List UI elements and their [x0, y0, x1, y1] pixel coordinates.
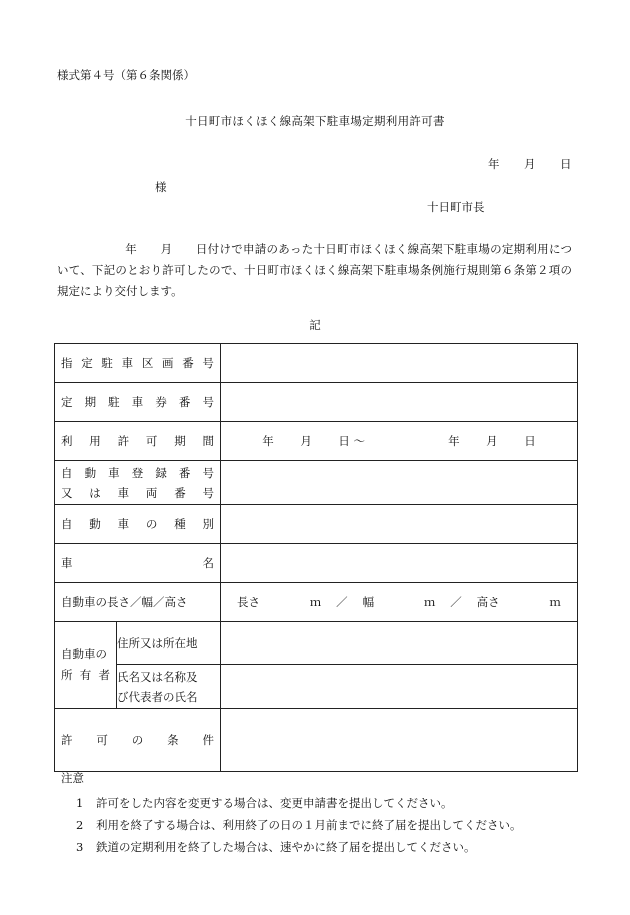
- note-number: 1: [76, 796, 84, 810]
- note-text: 許可をした内容を変更する場合は、変更申請書を提出してください。: [96, 796, 453, 810]
- table-row: [55, 622, 578, 665]
- label-char: 車: [61, 556, 73, 570]
- label-vehicle-type: [55, 505, 221, 544]
- label-permit-conditions: [55, 709, 221, 772]
- label-char: 有: [79, 668, 92, 682]
- owner-label-line1: 自動車の: [61, 647, 107, 661]
- label-char: 号: [202, 465, 214, 480]
- date-day-label: 日: [560, 157, 572, 171]
- value-owner-name[interactable]: [221, 665, 578, 709]
- dim-unit: ｍ: [549, 595, 561, 609]
- label-char: 番: [174, 485, 186, 500]
- period-month: 月: [486, 434, 498, 448]
- label-char: 動: [84, 465, 97, 480]
- label-permit-period: [55, 422, 221, 461]
- label-registration-number: [55, 461, 221, 505]
- label-char: 車: [131, 395, 144, 409]
- label-char: 指: [61, 356, 73, 370]
- label-char: 別: [202, 517, 214, 531]
- note-item: [76, 817, 522, 833]
- table-row: [55, 709, 578, 772]
- value-pass-number[interactable]: [221, 383, 578, 422]
- value-permit-period[interactable]: [221, 422, 578, 461]
- label-char: 車: [121, 356, 134, 370]
- label-char: 車: [117, 517, 130, 531]
- label-char: 用: [89, 434, 101, 448]
- label-char: 件: [202, 733, 214, 747]
- label-owner-address: 住所又は所在地: [117, 622, 221, 665]
- label-char: 駐: [108, 395, 120, 409]
- label-char: 動: [89, 517, 101, 531]
- label-char: 番: [182, 356, 194, 370]
- label-char: 号: [202, 485, 214, 500]
- label-char: 番: [178, 465, 191, 480]
- label-char: 利: [61, 434, 73, 448]
- note-number: 2: [76, 818, 84, 832]
- label-char: 車: [108, 465, 120, 480]
- body-paragraph: 年 月 日付けで申請のあった十日町市ほくほく線高架下駐車場の定期利用について、下記のとおり許可したので、十日町市ほくほく線高架下駐車場条例施行規則第６条第２項の規定により交付します。: [57, 242, 572, 298]
- value-permit-conditions[interactable]: [221, 709, 578, 772]
- label-char: 所: [61, 668, 73, 682]
- period-month: 月: [300, 434, 312, 448]
- label-char: 号: [202, 356, 214, 370]
- dim-separator: ／: [450, 595, 462, 609]
- note-item: [76, 839, 476, 855]
- label-char: 区: [141, 356, 154, 370]
- label-char: は: [89, 485, 101, 500]
- dim-separator: ／: [336, 595, 348, 609]
- notes-heading: 注意: [61, 771, 84, 785]
- label-char: の: [145, 517, 158, 531]
- note-text: 鉄道の定期利用を終了した場合は、速やかに終了届を提出してください。: [96, 840, 476, 854]
- ki-heading: 記: [309, 318, 321, 332]
- value-vehicle-type[interactable]: [221, 505, 578, 544]
- issuer-name: 十日町市長: [427, 200, 485, 214]
- period-year: 年: [448, 434, 460, 448]
- dim-unit: ｍ: [423, 595, 436, 609]
- label-vehicle-owner: [55, 622, 117, 709]
- label-vehicle-dimensions: 自動車の長さ／幅／高さ: [55, 583, 221, 622]
- label-char: 可: [145, 434, 158, 448]
- owner-name-line1: 氏名又は名称及: [117, 669, 198, 684]
- value-vehicle-name[interactable]: [221, 544, 578, 583]
- label-char: 可: [96, 733, 108, 747]
- document-title: 十日町市ほくほく線高架下駐車場定期利用許可書: [185, 114, 445, 128]
- table-row: [55, 344, 578, 383]
- label-char: 画: [162, 356, 174, 370]
- label-char: 券: [155, 395, 167, 409]
- label-char: 種: [174, 517, 186, 531]
- table-row: [55, 383, 578, 422]
- label-parking-space-number: [55, 344, 221, 383]
- label-char: 期: [84, 395, 97, 409]
- table-row: [55, 422, 578, 461]
- value-parking-space-number[interactable]: [221, 344, 578, 383]
- table-row: [55, 544, 578, 583]
- dim-unit: ｍ: [309, 595, 322, 609]
- permit-table: [54, 343, 578, 772]
- label-char: 又: [61, 485, 73, 500]
- label-char: 定: [61, 395, 73, 409]
- dim-width-label: 幅: [362, 595, 375, 609]
- dim-length-label: 長さ: [237, 595, 260, 609]
- value-vehicle-dimensions[interactable]: [221, 583, 578, 622]
- label-char: 者: [98, 668, 110, 682]
- period-day: 日: [524, 434, 536, 448]
- label-owner-name: [117, 665, 221, 709]
- issue-date: [488, 156, 572, 172]
- period-day-tilde: 日 ～: [338, 434, 366, 448]
- label-char: 定: [81, 356, 93, 370]
- owner-name-line2: び代表者の氏名: [117, 689, 198, 704]
- dim-height-label: 高さ: [476, 595, 500, 609]
- label-char: 期: [174, 434, 186, 448]
- label-char: の: [131, 733, 144, 747]
- label-char: 番: [178, 395, 191, 409]
- table-row: [55, 505, 578, 544]
- table-row: [55, 583, 578, 622]
- label-char: 両: [145, 485, 158, 500]
- label-char: 条: [167, 733, 179, 747]
- label-char: 車: [117, 485, 130, 500]
- value-registration-number[interactable]: [221, 461, 578, 505]
- label-char: 許: [61, 733, 73, 747]
- label-char: 名: [202, 556, 214, 570]
- value-owner-address[interactable]: [221, 622, 578, 665]
- label-char: 間: [202, 434, 214, 448]
- note-item: [76, 795, 453, 811]
- label-char: 登: [131, 465, 144, 480]
- addressee-suffix: 様: [155, 180, 167, 194]
- label-vehicle-name: [55, 544, 221, 583]
- label-char: 自: [61, 465, 73, 480]
- date-month-label: 月: [524, 157, 536, 171]
- label-char: 録: [155, 465, 167, 480]
- label-char: 許: [117, 434, 130, 448]
- table-row: [55, 461, 578, 505]
- note-text: 利用を終了する場合は、利用終了の日の１月前までに終了届を提出してください。: [96, 818, 522, 832]
- date-year-label: 年: [488, 157, 500, 171]
- label-char: 自: [61, 517, 73, 531]
- form-number: 様式第４号（第６条関係）: [57, 68, 195, 82]
- body-text: [57, 239, 572, 302]
- label-char: 駐: [101, 356, 113, 370]
- note-number: 3: [76, 840, 84, 854]
- label-char: 号: [202, 395, 214, 409]
- label-pass-number: [55, 383, 221, 422]
- table-row: [55, 665, 578, 709]
- period-year: 年: [262, 434, 274, 448]
